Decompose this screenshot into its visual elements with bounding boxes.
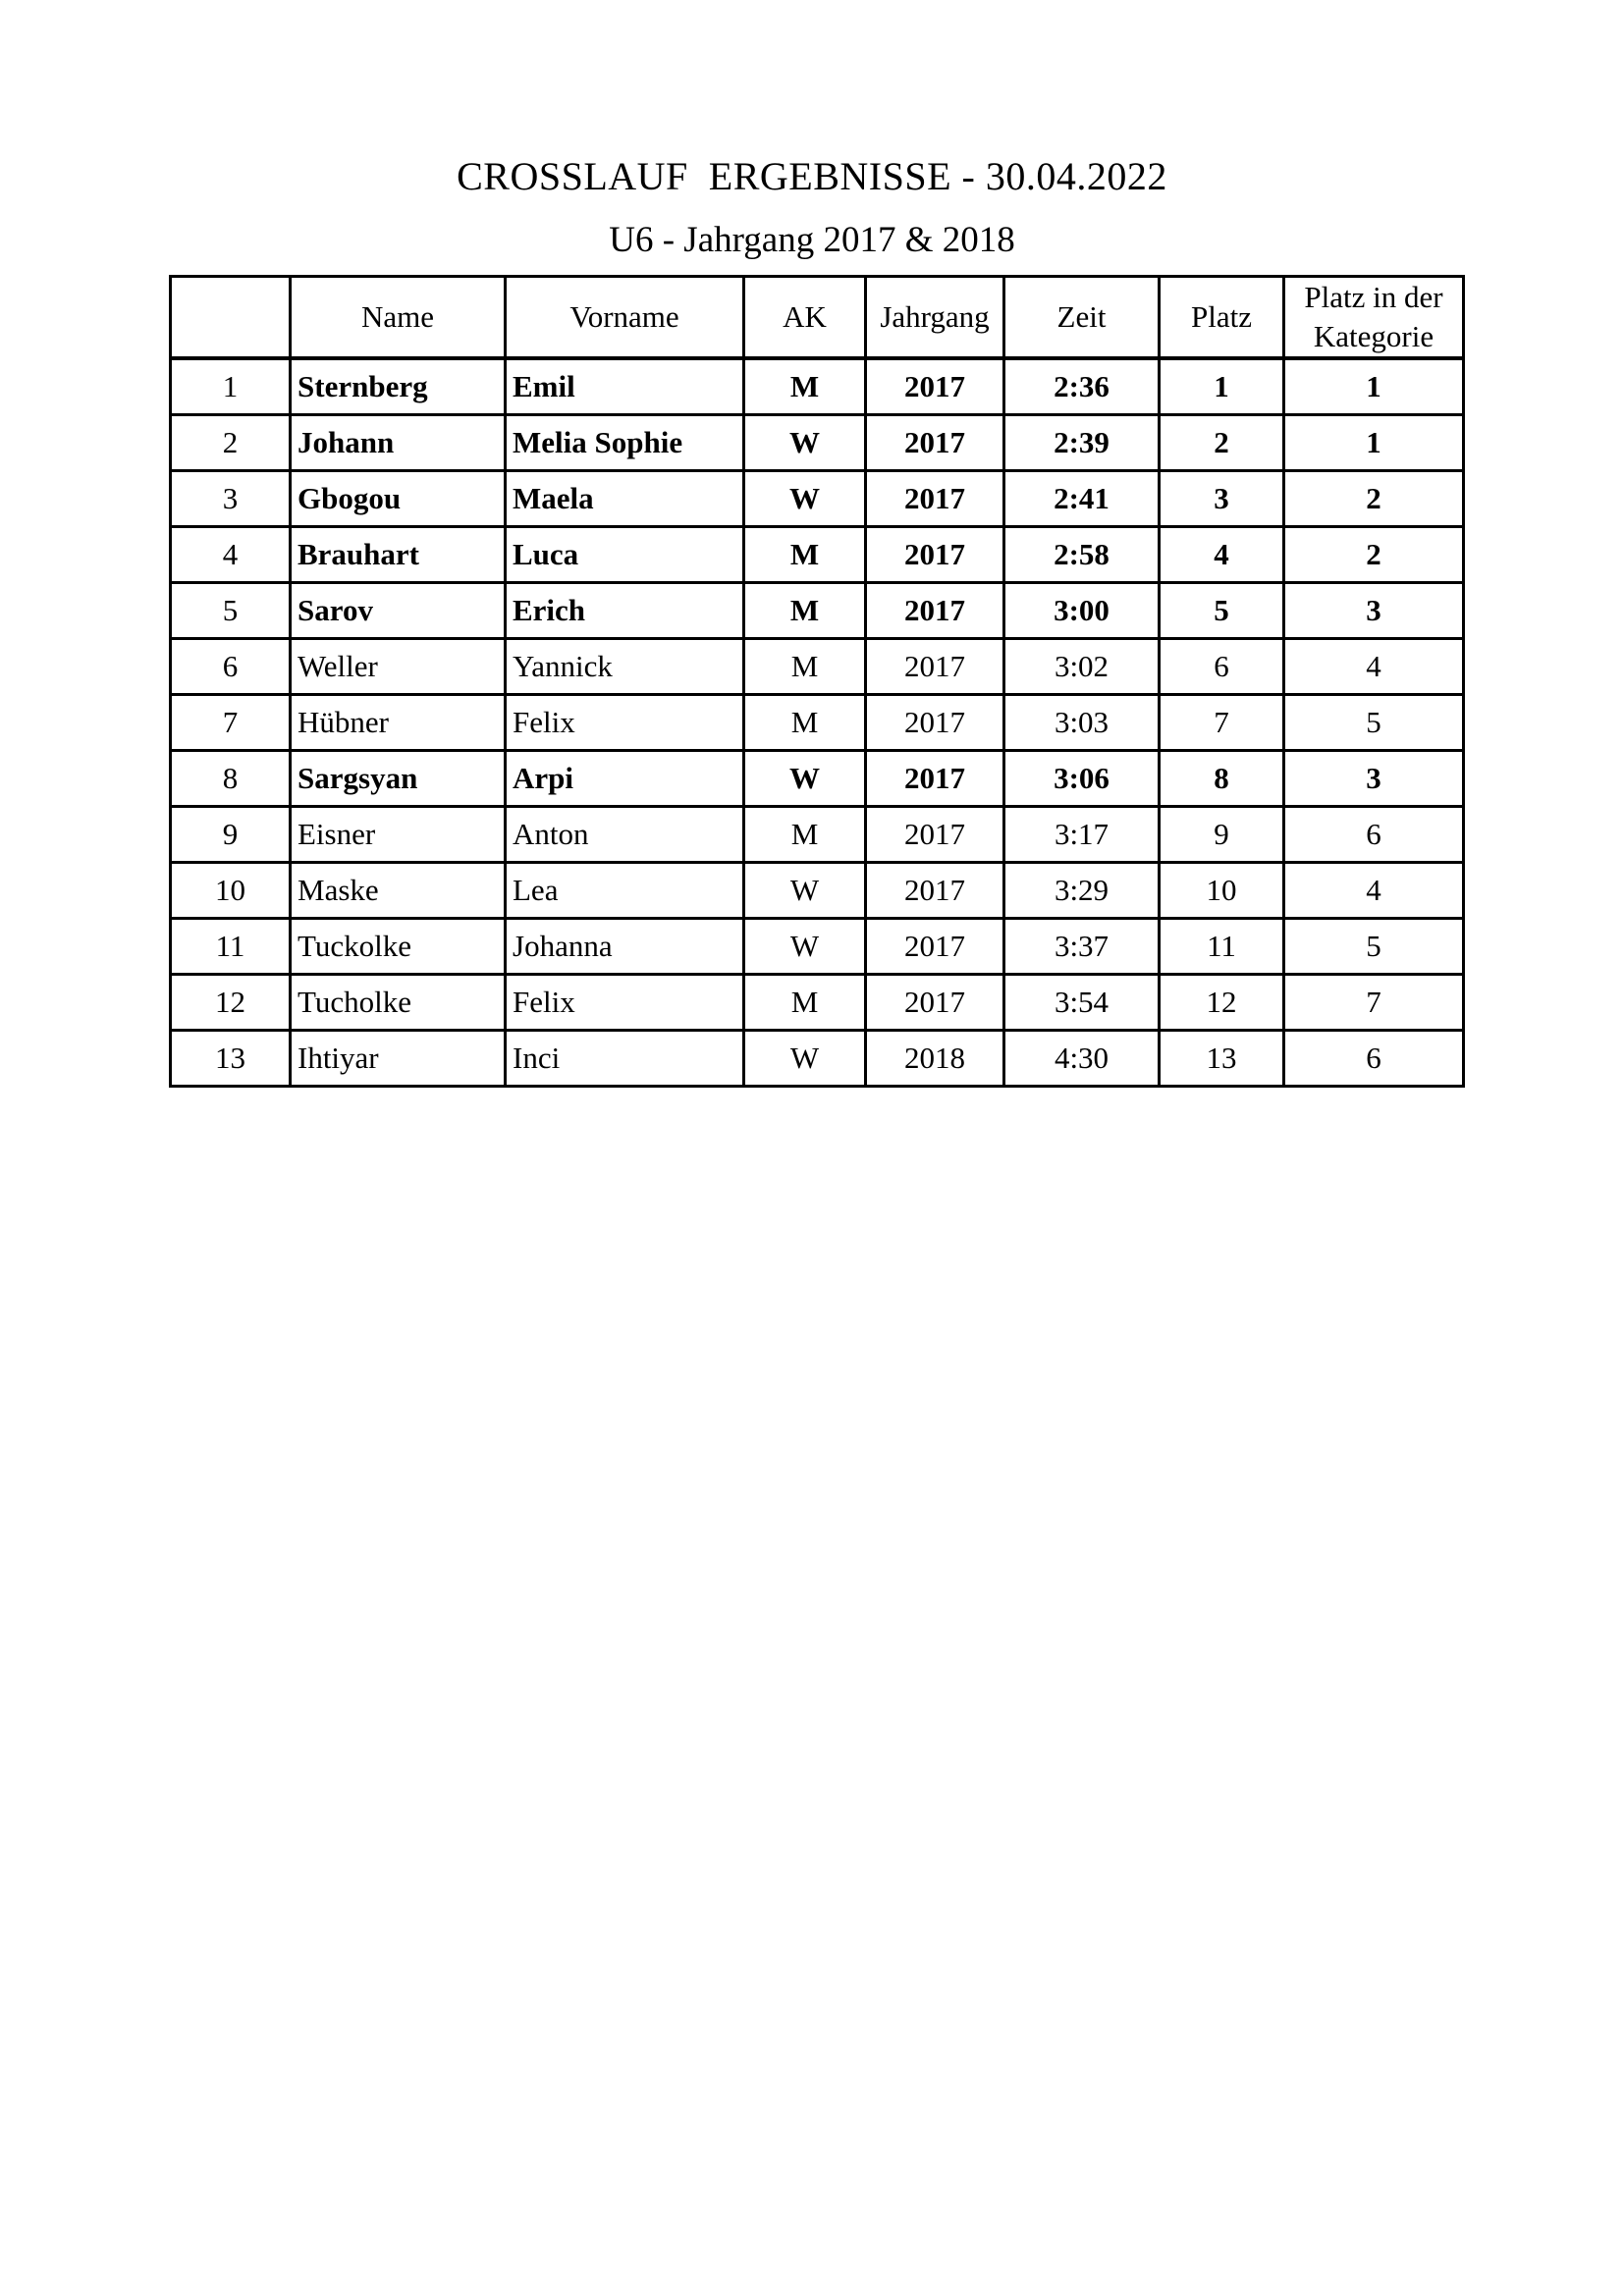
cell-zeit: 2:39	[1004, 415, 1160, 471]
cell-kategorie: 5	[1284, 695, 1464, 751]
cell-jahrgang: 2017	[866, 527, 1004, 583]
cell-nr: 3	[171, 471, 291, 527]
cell-jahrgang: 2017	[866, 919, 1004, 975]
cell-name: Weller	[291, 639, 506, 695]
cell-platz: 3	[1160, 471, 1284, 527]
cell-vorname: Felix	[506, 695, 744, 751]
cell-platz: 10	[1160, 863, 1284, 919]
cell-nr: 1	[171, 358, 291, 415]
table-row	[171, 583, 1464, 639]
cell-name: Brauhart	[291, 527, 506, 583]
cell-name: Johann	[291, 415, 506, 471]
table-row	[171, 1031, 1464, 1087]
table-body	[171, 358, 1464, 1087]
cell-kategorie: 2	[1284, 471, 1464, 527]
cell-vorname: Maela	[506, 471, 744, 527]
cell-ak: W	[744, 863, 866, 919]
cell-vorname: Erich	[506, 583, 744, 639]
cell-platz: 6	[1160, 639, 1284, 695]
cell-jahrgang: 2017	[866, 695, 1004, 751]
cell-kategorie: 4	[1284, 863, 1464, 919]
cell-platz: 4	[1160, 527, 1284, 583]
cell-jahrgang: 2017	[866, 358, 1004, 415]
cell-name: Hübner	[291, 695, 506, 751]
cell-vorname: Johanna	[506, 919, 744, 975]
cell-ak: W	[744, 1031, 866, 1087]
header-name: Name	[291, 277, 506, 359]
cell-jahrgang: 2017	[866, 583, 1004, 639]
header-platz: Platz	[1160, 277, 1284, 359]
cell-platz: 2	[1160, 415, 1284, 471]
cell-ak: W	[744, 751, 866, 807]
cell-platz: 13	[1160, 1031, 1284, 1087]
cell-zeit: 3:02	[1004, 639, 1160, 695]
table-header	[171, 277, 1464, 359]
cell-jahrgang: 2017	[866, 639, 1004, 695]
cell-nr: 7	[171, 695, 291, 751]
page-subtitle: U6 - Jahrgang 2017 & 2018	[609, 220, 1015, 260]
cell-vorname: Felix	[506, 975, 744, 1031]
cell-ak: M	[744, 807, 866, 863]
cell-jahrgang: 2018	[866, 1031, 1004, 1087]
cell-nr: 11	[171, 919, 291, 975]
table-row	[171, 863, 1464, 919]
cell-zeit: 2:36	[1004, 358, 1160, 415]
header-nr	[171, 277, 291, 359]
header-ak: AK	[744, 277, 866, 359]
header-vorname: Vorname	[506, 277, 744, 359]
cell-nr: 6	[171, 639, 291, 695]
cell-name: Eisner	[291, 807, 506, 863]
cell-vorname: Anton	[506, 807, 744, 863]
cell-platz: 8	[1160, 751, 1284, 807]
cell-kategorie: 1	[1284, 415, 1464, 471]
cell-zeit: 2:41	[1004, 471, 1160, 527]
cell-vorname: Inci	[506, 1031, 744, 1087]
cell-name: Tuckolke	[291, 919, 506, 975]
header-jahrgang: Jahrgang	[866, 277, 1004, 359]
cell-ak: M	[744, 583, 866, 639]
cell-kategorie: 3	[1284, 751, 1464, 807]
cell-ak: M	[744, 695, 866, 751]
table-row	[171, 639, 1464, 695]
header-platz-kategorie: Platz in der Kategorie	[1284, 277, 1464, 359]
table-row	[171, 358, 1464, 415]
cell-nr: 9	[171, 807, 291, 863]
cell-name: Sternberg	[291, 358, 506, 415]
cell-kategorie: 4	[1284, 639, 1464, 695]
cell-nr: 12	[171, 975, 291, 1031]
cell-platz: 11	[1160, 919, 1284, 975]
page-title: CROSSLAUF ERGEBNISSE - 30.04.2022	[457, 154, 1167, 198]
cell-name: Gbogou	[291, 471, 506, 527]
cell-vorname: Yannick	[506, 639, 744, 695]
cell-ak: W	[744, 471, 866, 527]
cell-zeit: 3:54	[1004, 975, 1160, 1031]
cell-zeit: 3:03	[1004, 695, 1160, 751]
cell-nr: 5	[171, 583, 291, 639]
cell-vorname: Luca	[506, 527, 744, 583]
cell-platz: 5	[1160, 583, 1284, 639]
table-row	[171, 527, 1464, 583]
cell-vorname: Arpi	[506, 751, 744, 807]
cell-name: Ihtiyar	[291, 1031, 506, 1087]
cell-name: Tucholke	[291, 975, 506, 1031]
cell-nr: 2	[171, 415, 291, 471]
cell-jahrgang: 2017	[866, 807, 1004, 863]
header-zeit: Zeit	[1004, 277, 1160, 359]
cell-kategorie: 2	[1284, 527, 1464, 583]
cell-jahrgang: 2017	[866, 415, 1004, 471]
cell-nr: 4	[171, 527, 291, 583]
cell-name: Maske	[291, 863, 506, 919]
table-row	[171, 807, 1464, 863]
cell-ak: M	[744, 527, 866, 583]
cell-ak: W	[744, 919, 866, 975]
cell-zeit: 3:17	[1004, 807, 1160, 863]
cell-kategorie: 5	[1284, 919, 1464, 975]
cell-zeit: 2:58	[1004, 527, 1160, 583]
table-row	[171, 919, 1464, 975]
cell-jahrgang: 2017	[866, 471, 1004, 527]
cell-vorname: Melia Sophie	[506, 415, 744, 471]
results-table	[169, 275, 1465, 1088]
cell-jahrgang: 2017	[866, 751, 1004, 807]
cell-jahrgang: 2017	[866, 975, 1004, 1031]
cell-platz: 9	[1160, 807, 1284, 863]
cell-vorname: Emil	[506, 358, 744, 415]
cell-kategorie: 7	[1284, 975, 1464, 1031]
cell-platz: 12	[1160, 975, 1284, 1031]
cell-vorname: Lea	[506, 863, 744, 919]
table-row	[171, 695, 1464, 751]
table-row	[171, 471, 1464, 527]
cell-zeit: 4:30	[1004, 1031, 1160, 1087]
cell-nr: 13	[171, 1031, 291, 1087]
cell-zeit: 3:37	[1004, 919, 1160, 975]
cell-jahrgang: 2017	[866, 863, 1004, 919]
header-row	[171, 277, 1464, 359]
cell-name: Sargsyan	[291, 751, 506, 807]
cell-kategorie: 3	[1284, 583, 1464, 639]
cell-nr: 10	[171, 863, 291, 919]
table-row	[171, 751, 1464, 807]
table-row	[171, 415, 1464, 471]
cell-ak: M	[744, 975, 866, 1031]
cell-platz: 7	[1160, 695, 1284, 751]
cell-kategorie: 6	[1284, 807, 1464, 863]
cell-ak: M	[744, 358, 866, 415]
cell-kategorie: 1	[1284, 358, 1464, 415]
cell-kategorie: 6	[1284, 1031, 1464, 1087]
cell-zeit: 3:00	[1004, 583, 1160, 639]
cell-nr: 8	[171, 751, 291, 807]
cell-zeit: 3:06	[1004, 751, 1160, 807]
cell-ak: W	[744, 415, 866, 471]
cell-zeit: 3:29	[1004, 863, 1160, 919]
cell-ak: M	[744, 639, 866, 695]
cell-name: Sarov	[291, 583, 506, 639]
table-row	[171, 975, 1464, 1031]
cell-platz: 1	[1160, 358, 1284, 415]
